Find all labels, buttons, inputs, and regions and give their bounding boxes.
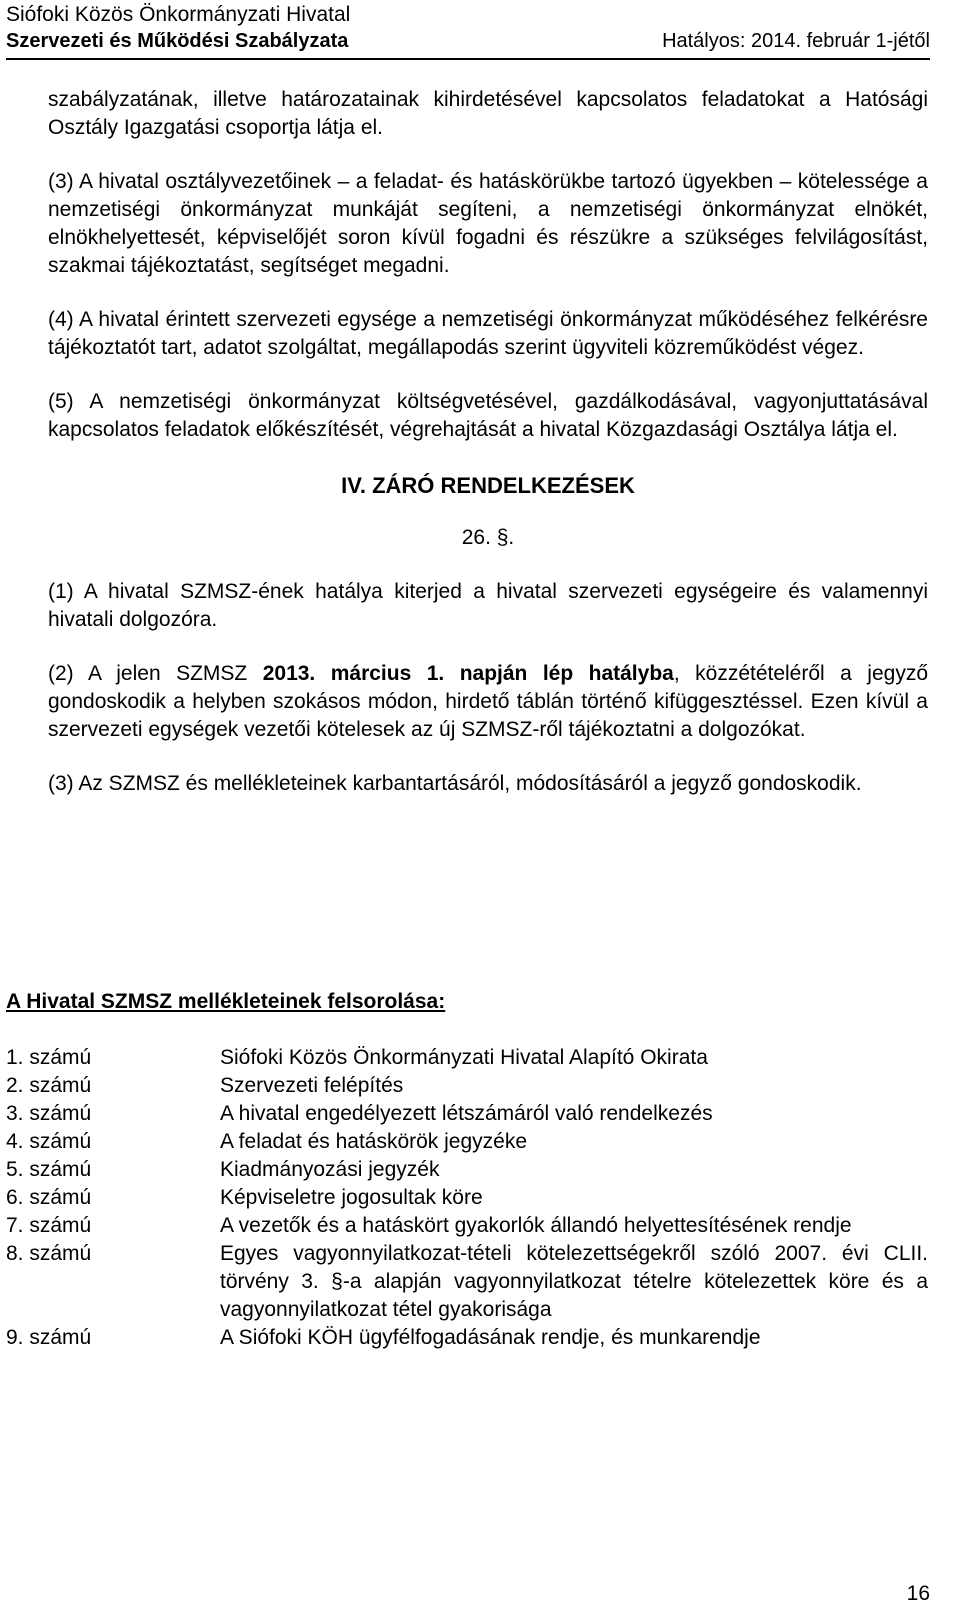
annex-number: 2. számú bbox=[6, 1074, 92, 1097]
annex-row bbox=[6, 1100, 928, 1128]
paragraph-5: (5) A nemzetiségi önkormányzat költségvetésével, gazdálkodásával, vagyonjuttatásával kapcsolatos feladatok előkészítését, végrehajtását a hivatal Közgazdasági Osztálya látja el. bbox=[48, 390, 928, 441]
annex-row bbox=[6, 1324, 928, 1352]
annex-number: 9. számú bbox=[6, 1326, 92, 1349]
annex-row bbox=[6, 1072, 928, 1100]
annex-row bbox=[6, 1128, 928, 1156]
section-paragraph-3: (3) Az SZMSZ és mellékleteinek karbantartásáról, módosításáról a jegyző gondoskodik. bbox=[48, 772, 862, 795]
section-heading: 26. §. bbox=[461, 526, 515, 549]
annex-number: 3. számú bbox=[6, 1102, 92, 1125]
section-paragraph-1: (1) A hivatal SZMSZ-ének hatálya kiterjed a hivatal szervezeti egységeire és valamennyi hivatali dolgozóra. bbox=[48, 580, 928, 631]
paragraph-continuation: szabályzatának, illetve határozatainak kihirdetésével kapcsolatos feladatokat a Hatósági Osztály Igazgatási csoportja látja el. bbox=[48, 88, 928, 139]
annex-title: A Siófoki KÖH ügyfélfogadásának rendje, és munkarendje bbox=[220, 1326, 761, 1349]
annex-title: Siófoki Közös Önkormányzati Hivatal Alapító Okirata bbox=[220, 1046, 708, 1069]
annex-row bbox=[6, 1156, 928, 1184]
annex-title: A hivatal engedélyezett létszámáról való rendelkezés bbox=[220, 1102, 713, 1125]
annex-title: Kiadmányozási jegyzék bbox=[220, 1158, 440, 1181]
header-doc-title: Szervezeti és Működési Szabályzata bbox=[6, 30, 349, 52]
header-org: Siófoki Közös Önkormányzati Hivatal bbox=[6, 3, 351, 26]
chapter-heading: IV. ZÁRÓ RENDELKEZÉSEK bbox=[341, 473, 635, 498]
annex-number: 4. számú bbox=[6, 1130, 92, 1153]
section-paragraph-2-start: (2) A jelen SZMSZ bbox=[48, 662, 263, 685]
page-number: 16 bbox=[906, 1582, 930, 1605]
annex-title: Egyes vagyonnyilatkozat-tételi kötelezettségekről szóló 2007. évi CLII. törvény 3. §-a alapján vagyonnyilatkozat tételre kötelezettek köre és a vagyonnyilatkozat tétel gyakorisága bbox=[220, 1242, 928, 1321]
header-effective-date: Hatályos: 2014. február 1-jétől bbox=[662, 30, 930, 52]
section-paragraph-2 bbox=[48, 660, 928, 744]
annex-number: 8. számú bbox=[6, 1242, 92, 1265]
annex-list bbox=[6, 1044, 928, 1352]
annex-list-title: A Hivatal SZMSZ mellékleteinek felsorolása: bbox=[6, 990, 446, 1013]
annex-number: 1. számú bbox=[6, 1046, 92, 1069]
annex-number: 7. számú bbox=[6, 1214, 92, 1237]
paragraph-3: (3) A hivatal osztályvezetőinek – a feladat- és hatáskörükbe tartozó ügyekben – kötelessége a nemzetiségi önkormányzat munkáját segíteni, a nemzetiségi önkormányzat elnökét, elnökhelyettesét, képviselőjét soron kívül fogadni és részükre a szükséges felvilágosítást, szakmai tájékoztatást, segítséget megadni. bbox=[48, 170, 928, 277]
section-paragraph-2-end: , közzétételéről a jegyző gondoskodik a helyben szokásos módon, hirdető táblán történő kifüggesztéssel. Ezen kívül a szervezeti egységek vezetői kötelesek az új SZMSZ-ről tájékoztatni a dolgozókat. bbox=[48, 662, 928, 741]
header-row-1 bbox=[6, 2, 930, 28]
page-header bbox=[6, 0, 930, 60]
annex-title: A vezetők és a hatáskört gyakorlók állandó helyettesítésének rendje bbox=[220, 1214, 852, 1237]
annex-number: 5. számú bbox=[6, 1158, 92, 1181]
main-content bbox=[48, 86, 928, 798]
annex-title: Képviseletre jogosultak köre bbox=[220, 1186, 483, 1209]
annex-row bbox=[6, 1212, 928, 1240]
annex-row bbox=[6, 1240, 928, 1324]
header-row-2 bbox=[6, 28, 930, 54]
annex-title: A feladat és hatáskörök jegyzéke bbox=[220, 1130, 528, 1153]
paragraph-4: (4) A hivatal érintett szervezeti egysége a nemzetiségi önkormányzat működéséhez felkérésre tájékoztatót tart, adatot szolgáltat, megállapodás szerint ügyviteli közreműködést végez. bbox=[48, 308, 928, 359]
effective-date-bold: 2013. március 1. napján lép hatályba bbox=[262, 662, 674, 685]
annex-number: 6. számú bbox=[6, 1186, 92, 1209]
annex-row bbox=[6, 1184, 928, 1212]
annex-title: Szervezeti felépítés bbox=[220, 1074, 404, 1097]
annex-row bbox=[6, 1044, 928, 1072]
